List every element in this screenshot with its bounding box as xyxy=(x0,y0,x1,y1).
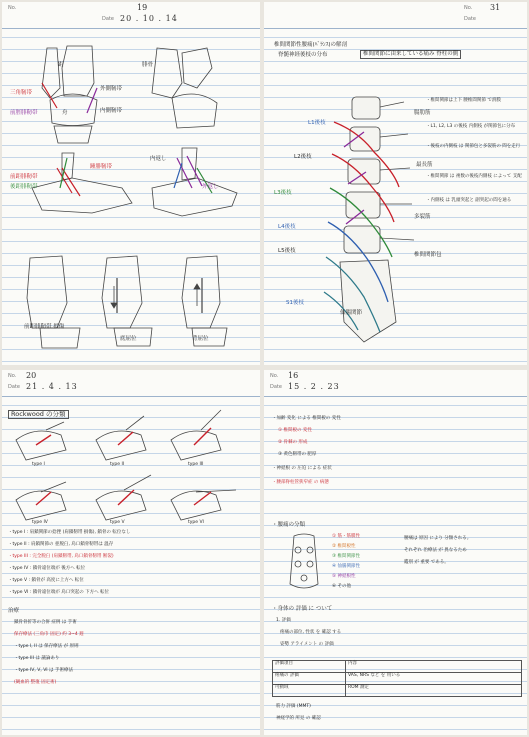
label-l2: L2後枝 xyxy=(294,154,312,160)
item-2: ① 椎間板の 変性 xyxy=(278,428,312,433)
label-medial-ligament: 内側靭帯 xyxy=(100,108,123,114)
label-cfl: 踵腓靭帯 xyxy=(90,164,113,170)
eval-table xyxy=(272,660,522,697)
treatment-line-4: ・type III は 議論あり xyxy=(14,656,60,661)
note-type-2: ・type II : 肩鎖関節の 亜脱臼, 烏口鎖骨靭帯は 温存 xyxy=(8,542,114,547)
label-l3: L3後枝 xyxy=(274,190,292,196)
page-date: 21 . 4 . 13 xyxy=(26,382,78,391)
type-5-label: type V xyxy=(110,520,125,525)
notebook-page-top-right xyxy=(264,2,527,365)
lumbar-spine-diagram xyxy=(304,92,444,352)
label-iliocostalis: 腸肋筋 xyxy=(414,110,431,116)
label-dorsiflexion: 背屈位 xyxy=(192,336,209,342)
item-3: ② 骨棘の 形成 xyxy=(278,440,308,445)
page-number: 20 xyxy=(26,371,37,380)
section2-note-2: それぞれ 治療法 が 異なるため xyxy=(404,548,467,553)
label-l1: L1後枝 xyxy=(308,120,326,126)
boxed-note: 椎間関節に由来している痛み 脊柱の側 xyxy=(360,50,461,59)
table-cell: ROM 測定 xyxy=(348,685,369,690)
label-multifidus: 多裂筋 xyxy=(414,214,431,220)
page-date: 20 . 10 . 14 xyxy=(120,14,178,23)
bullet-2: ・L1, L2, L3 の後枝 内側枝 が関節包に分布 xyxy=(426,124,516,129)
page-date: 15 . 2 . 23 xyxy=(288,382,340,391)
type-2-label: type II xyxy=(110,462,125,467)
section2-note-3: 鑑別 が 重要 である。 xyxy=(404,560,449,565)
list2-item-6: ⑥ その他 xyxy=(332,584,351,589)
note-type-4: ・type IV : 鎖骨遠位端が 後方へ 転位 xyxy=(8,566,86,571)
bullet-5: ・内側枝 は 乳頭突起と 副突起の間を通る xyxy=(426,198,512,203)
label-deltoid-ligament: 三角靭帯 xyxy=(10,90,33,96)
eval-title: 1. 評価 xyxy=(276,618,291,623)
ankle-anatomy-sketch xyxy=(2,28,260,365)
label-navicular: 舟 xyxy=(62,110,68,116)
note-type-1: ・type I : 肩鎖関節の捻挫 (肩鎖靭帯 損傷), 鎖骨の 転位なし xyxy=(8,530,131,535)
note-type-3: ・type III : 完全脱臼 (肩鎖靭帯, 烏口鎖骨靭帯 断裂) xyxy=(8,554,114,559)
page-header xyxy=(264,2,527,29)
date-label: Date xyxy=(102,16,114,22)
table-header-content: 内容 xyxy=(348,661,357,666)
torso-figure xyxy=(284,534,324,594)
treatment-line-6: (観血的 整復 固定術) xyxy=(14,680,57,685)
page-subtitle: 脊髄神経後枝の分布 xyxy=(278,52,328,58)
section-3-heading: ・身体の 評価 に ついて xyxy=(272,606,333,612)
label-talus: 距 xyxy=(58,62,64,68)
no-label: No. xyxy=(8,373,17,379)
bullet-3: ・後枝の内側枝 は 関節包と多裂筋の 間を走行 xyxy=(426,144,521,149)
type-3-label: type III xyxy=(188,462,204,467)
no-label: No. xyxy=(270,373,279,379)
list2-item-1: ① 筋・筋膜性 xyxy=(332,534,360,539)
label-facet-capsule: 椎間関節包 xyxy=(414,252,442,258)
label-s1: S1後枝 xyxy=(286,300,304,306)
date-label: Date xyxy=(464,16,476,22)
page-header xyxy=(264,370,527,397)
notebook-page-bottom-right xyxy=(264,370,527,735)
label-eversion: 外返し xyxy=(202,184,219,190)
label-lateral-ligament: 外側靭帯 xyxy=(100,86,123,92)
footer-line-2: 神経学的 所見 の 確認 xyxy=(276,716,321,721)
type-1-label: type I xyxy=(32,462,45,467)
bullet-4: ・椎間関節 は 複数の後枝内側枝 によって 支配 xyxy=(426,174,522,179)
label-anterior-tibiofibular-ligament: 前脛腓靭帯 xyxy=(10,110,38,116)
label-atfl-injury: 前距腓靭帯 損傷 xyxy=(24,324,65,330)
no-label: No. xyxy=(464,5,473,11)
list2-item-2: ② 椎間板性 xyxy=(332,544,356,549)
label-longissimus: 最長筋 xyxy=(416,162,433,168)
date-label: Date xyxy=(270,384,282,390)
treatment-line-3: ・type I, II は 保存療法 が 原則 xyxy=(14,644,79,649)
note-type-6: ・type VI : 鎖骨遠位端が 烏口突起の 下方へ 転位 xyxy=(8,590,110,595)
table-header-item: 評価項目 xyxy=(273,661,346,672)
page-number: 16 xyxy=(288,371,299,380)
notebook-page-bottom-left xyxy=(2,370,260,735)
item-4: ③ 黄色靭帯の 肥厚 xyxy=(278,452,317,457)
page-header xyxy=(2,2,260,29)
section-2-heading: ・腰痛の分類 xyxy=(272,522,306,528)
list2-item-3: ③ 椎間関節性 xyxy=(332,554,360,559)
type-4-label: type IV xyxy=(32,520,48,525)
table-cell: VAS, NRS など を 用いる xyxy=(348,673,401,678)
treatment-line-5: ・type IV, V, VI は 手術療法 xyxy=(14,668,73,673)
list2-item-4: ④ 仙腸関節性 xyxy=(332,564,360,569)
page-number: 19 xyxy=(137,3,148,12)
page-number: 31 xyxy=(490,3,501,12)
list2-item-5: ⑤ 神経根性 xyxy=(332,574,356,579)
label-l4: L4後枝 xyxy=(278,224,296,230)
no-label: No. xyxy=(8,5,17,11)
label-ptfl: 後距腓靭帯 xyxy=(10,184,38,190)
page-header xyxy=(2,370,260,397)
section2-note-1: 腰痛は 原因 により 分類される。 xyxy=(404,536,472,541)
label-inversion: 内返し xyxy=(150,156,167,162)
eval-line-2: 姿勢 アライメント の 評価 xyxy=(280,642,334,647)
label-atfl: 前距腓靭帯 xyxy=(10,174,38,180)
treatment-line-2: 保存療法 (三角巾 固定) 約 3~4 週 xyxy=(14,632,84,637)
notebook-page-top-left xyxy=(2,2,260,365)
treatment-line-1: 鎖骨骨折等の合併 症例 は 手術 xyxy=(14,620,77,625)
eval-line-1: 疼痛の部位, 性状 を 確認 する xyxy=(280,630,342,635)
type-6-label: type VI xyxy=(188,520,204,525)
page-title: 椎間関節性腰痛(ﾊﾞﾗﾝｽ)の解剖 xyxy=(274,42,348,48)
table-cell: 可動域 xyxy=(273,685,346,696)
table-cell: 疼痛の 評価 xyxy=(273,673,346,684)
label-fibula: 腓骨 xyxy=(142,62,154,68)
page-title: Rockwood の分類 xyxy=(8,410,69,419)
item-6: ・腰部脊柱管狭窄症 の 病態 xyxy=(272,480,329,485)
item-5: ・神経根 の 圧迫 による 症状 xyxy=(272,466,332,471)
footer-line-1: 筋力 評価 (MMT) xyxy=(276,704,311,709)
note-type-5: ・type V : 鎖骨が 高度に上方へ 転位 xyxy=(8,578,84,583)
item-1: ・加齢 変化 による 椎間板の 変性 xyxy=(272,416,341,421)
label-l5: L5後枝 xyxy=(278,248,296,254)
label-plantar-flexion: 底屈位 xyxy=(120,336,137,342)
label-sacroiliac: 仙腸関節 xyxy=(340,310,363,316)
treatment-heading: 治療 xyxy=(8,608,20,614)
bullet-1: ・椎間関節は上下 腰椎間関節 で滑膜 xyxy=(426,98,501,103)
date-label: Date xyxy=(8,384,20,390)
